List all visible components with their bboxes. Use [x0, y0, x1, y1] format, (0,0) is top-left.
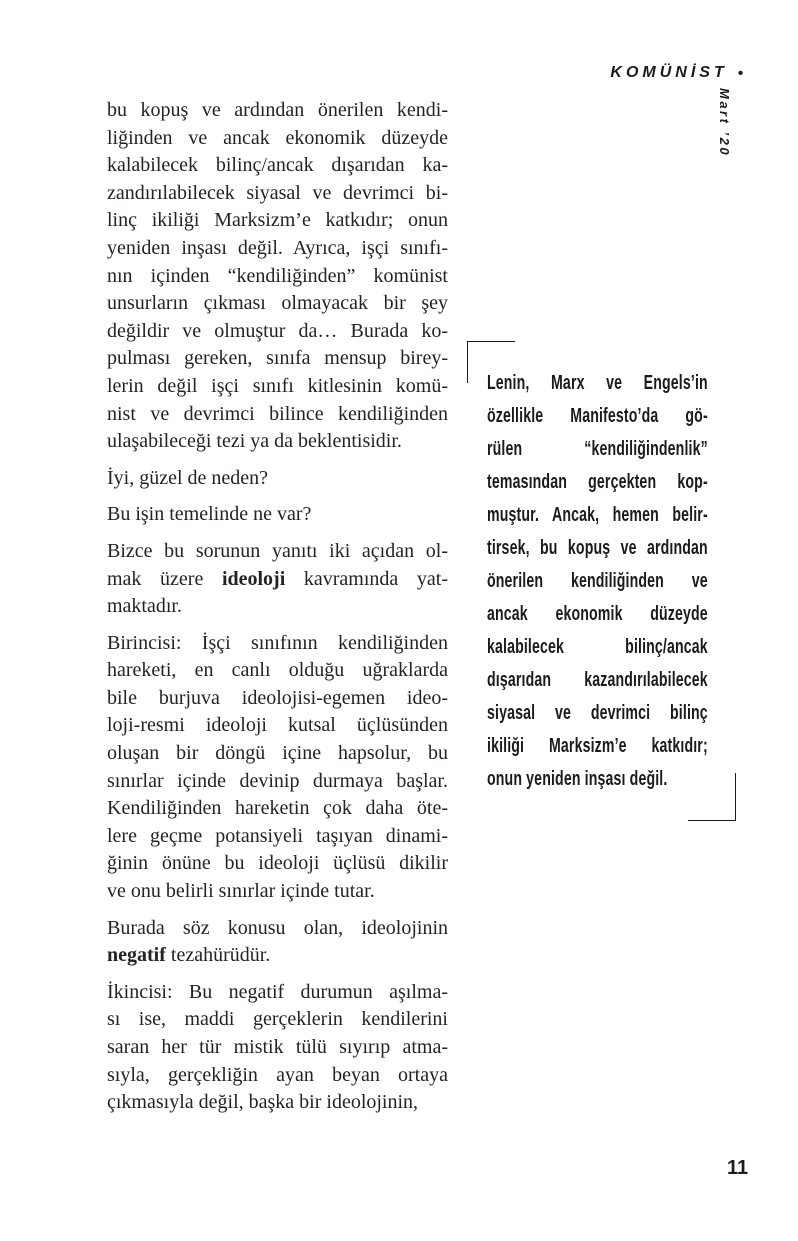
- text-line: unsurların çıkması olmayacak bir şey: [107, 292, 448, 315]
- text-line: lere geçme potansiyeli taşıyan dinami-: [107, 824, 448, 847]
- text-line: linç ikiliği Marksizm’e katkıdır; onun: [107, 209, 448, 232]
- text-line: oluşan bir döngü içine hapsolur, bu: [107, 742, 448, 765]
- paragraph: [107, 630, 448, 906]
- magazine-title: KOMÜNİST: [610, 64, 728, 81]
- text-line: zandırılabilecek siyasal ve devrimci bi-: [107, 181, 448, 204]
- text-line: çıkmasıyla değil, başka bir ideolojinin,: [107, 1091, 419, 1114]
- text-line: ulaşabileceği tezi ya da beklentisidir.: [107, 430, 402, 453]
- text-line: loji-resmi ideoloji kutsal üçlüsünden: [107, 714, 448, 737]
- paragraph: [107, 915, 448, 970]
- article-body-column: [107, 97, 448, 1117]
- text-line: onun yeniden inşası değil.: [487, 767, 668, 790]
- text-line: ğinin önüne bu ideoloji üçlüsü dikilir: [107, 852, 448, 875]
- text-line: hareketi, en canlı olduğu uğraklarda: [107, 659, 448, 682]
- text-line: Kendiliğinden hareketin çok daha öte-: [107, 797, 448, 820]
- paragraph: [107, 465, 448, 493]
- text-line: tirsek, bu kopuş ve ardından: [487, 536, 708, 559]
- text-line: yeniden inşası değil. Ayrıca, işçi sınıfı-: [107, 236, 448, 259]
- text-line: liğinden ve ancak ekonomik düzeyde: [107, 126, 448, 149]
- text-line: Bizce bu sorunun yanıtı iki açıdan ol-: [107, 539, 448, 562]
- text-line: sınırlar içinde devinip durmaya başlar.: [107, 769, 448, 792]
- issue-date: Mart ’20: [717, 88, 732, 158]
- paragraph: [107, 97, 448, 456]
- text-line: negatif tezahürüdür.: [107, 944, 271, 967]
- text-line: pulması gereken, sınıfa mensup birey-: [107, 347, 448, 370]
- paragraph: [107, 979, 448, 1117]
- text-line: özellikle Manifesto’da gö-: [487, 404, 708, 427]
- text-line: önerilen kendiliğinden ve: [487, 569, 708, 592]
- text-line: Burada söz konusu olan, ideolojinin: [107, 916, 448, 939]
- text-line: bile burjuva ideolojisi-egemen ideo-: [107, 686, 448, 709]
- quote-close-bracket-icon: [688, 773, 736, 821]
- text-line: Bu işin temelinde ne var?: [107, 503, 312, 526]
- text-line: İyi, güzel de neden?: [107, 466, 269, 489]
- text-line: kalabilecek bilinç/ancak: [487, 635, 708, 658]
- text-line: sıyla, gerçekliğin ayan beyan ortaya: [107, 1063, 448, 1086]
- text-line: nist ve devrimci bilince kendiliğinden: [107, 402, 448, 425]
- text-line: İkincisi: Bu negatif durumun aşılma-: [107, 980, 448, 1003]
- text-line: rülen “kendiliğindenlik”: [487, 437, 708, 460]
- text-line: ancak ekonomik düzeyde: [487, 602, 708, 625]
- paragraph: [107, 501, 448, 529]
- text-line: saran her tür mistik tülü sıyırıp atma-: [107, 1036, 448, 1058]
- text-line: Lenin, Marx ve Engels’in: [487, 371, 708, 394]
- text-line: nın içinden “kendiliğinden” komünist: [107, 264, 448, 287]
- text-line: değildir ve olmuştur da… Burada ko-: [107, 319, 448, 342]
- text-line: Birincisi: İşçi sınıfının kendiliğinden: [107, 631, 448, 654]
- bullet-separator-icon: •: [737, 64, 743, 82]
- text-line: muştur. Ancak, hemen belir-: [487, 503, 708, 526]
- text-line: ikiliği Marksizm’e katkıdır;: [487, 734, 708, 757]
- text-line: mak üzere ideoloji kavramında yat-: [107, 567, 448, 590]
- pull-quote: [487, 366, 708, 795]
- text-line: lerin değil işçi sınıfı kitlesinin komü-: [107, 374, 448, 397]
- paragraph: [107, 538, 448, 621]
- text-line: dışarıdan kazandırılabilecek: [487, 668, 708, 691]
- text-line: maktadır.: [107, 595, 182, 618]
- text-line: temasından gerçekten kop-: [487, 470, 708, 493]
- text-line: kalabilecek bilinç/ancak dışarıdan ka-: [107, 154, 448, 177]
- text-line: sı ise, maddi gerçeklerin kendilerini: [107, 1008, 448, 1031]
- page-number: 11: [727, 1157, 749, 1179]
- text-line: siyasal ve devrimci bilinç: [487, 701, 708, 724]
- masthead: [610, 64, 743, 82]
- text-line: bu kopuş ve ardından önerilen kendi-: [107, 99, 448, 121]
- text-line: ve onu belirli sınırlar içinde tutar.: [107, 880, 375, 903]
